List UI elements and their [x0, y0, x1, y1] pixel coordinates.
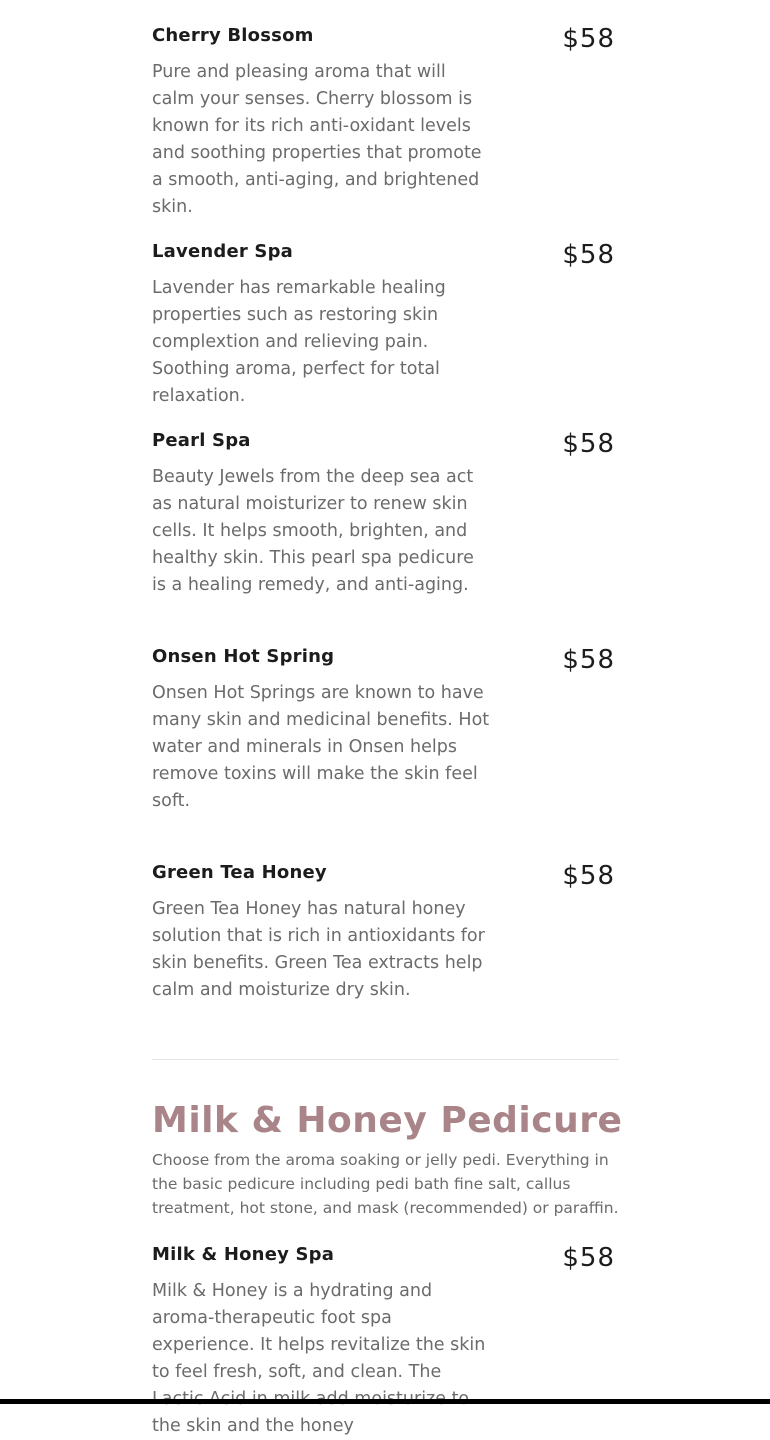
item-description: Onsen Hot Springs are known to have many skin and medicinal benefits. Hot water and minerals in Onsen helps remove toxins will make the skin feel soft. — [152, 683, 490, 811]
item-description: Beauty Jewels from the deep sea act as natural moisturizer to renew skin cells. It helps smooth, brighten, and healthy skin. This pearl spa pedicure is a healing remedy, and anti-aging. — [152, 467, 474, 595]
item-price: $58 — [562, 861, 615, 891]
section-title: Milk & Honey Pedicure — [152, 1100, 623, 1141]
section-divider — [152, 1059, 619, 1060]
menu-item-onsen-hot-spring — [152, 645, 619, 815]
item-name: Cherry Blossom — [152, 25, 314, 46]
item-price: $58 — [562, 645, 615, 675]
item-description: Green Tea Honey has natural honey solution that is rich in antioxidants for skin benefits. Green Tea extracts help calm and moisturize dry skin. — [152, 899, 485, 1000]
item-name: Lavender Spa — [152, 241, 294, 262]
item-price: $58 — [562, 240, 615, 270]
menu-item-lavender-spa — [152, 240, 619, 410]
item-price: $58 — [562, 429, 615, 459]
item-description: Lavender has remarkable healing properties such as restoring skin complextion and relieving pain. Soothing aroma, perfect for total relaxation. — [152, 278, 446, 406]
item-name: Onsen Hot Spring — [152, 646, 335, 667]
item-name: Milk & Honey Spa — [152, 1244, 335, 1265]
menu-item-pearl-spa — [152, 429, 619, 599]
item-name: Pearl Spa — [152, 430, 251, 451]
menu-item-milk-honey-spa — [152, 1243, 619, 1440]
item-description: Pure and pleasing aroma that will calm your senses. Cherry blossom is known for its rich anti-oxidant levels and soothing properties that promote a smooth, anti-aging, and brightened skin. — [152, 62, 482, 217]
bottom-bar — [0, 1399, 770, 1404]
item-price: $58 — [562, 24, 615, 54]
item-name: Green Tea Honey — [152, 862, 327, 883]
item-description: Milk & Honey is a hydrating and aroma-therapeutic foot spa experience. It helps revitalize the skin to feel fresh, soft, and clean. The the skin and the honey — [152, 1281, 486, 1436]
menu-item-green-tea-honey — [152, 861, 619, 1004]
section-description: Choose from the aroma soaking or jelly pedi. Everything in the basic pedicure including pedi bath fine salt, callus treatment, hot stone, and mask (recommended) or paraffin. — [152, 1151, 619, 1217]
menu-item-cherry-blossom — [152, 24, 619, 221]
item-price: $58 — [562, 1243, 615, 1273]
